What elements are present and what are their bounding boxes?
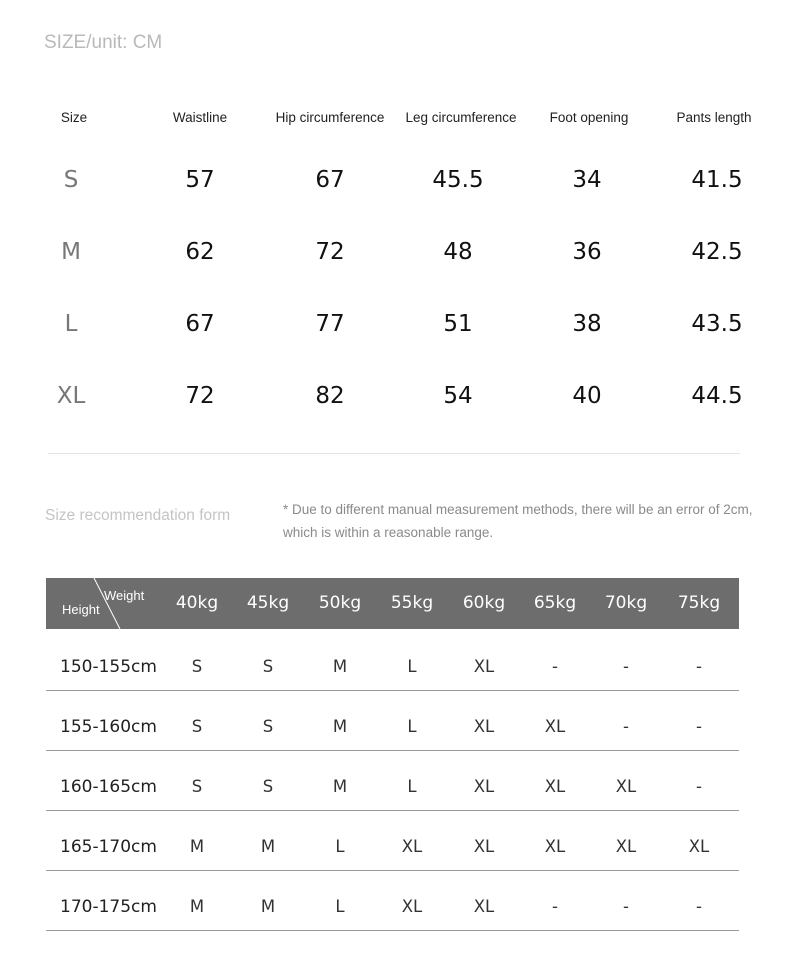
recommendation-row: [46, 750, 739, 811]
recommended-size: XL: [401, 837, 423, 856]
size-cell: 45.5: [432, 167, 484, 193]
recommended-size: M: [260, 837, 276, 856]
size-cell: 51: [443, 311, 473, 337]
unit-title: SIZE/unit: CM: [44, 32, 163, 53]
size-cell: 36: [572, 239, 602, 265]
weight-header: 65kg: [533, 593, 577, 613]
recommended-size: S: [262, 777, 274, 796]
size-row-m: [0, 237, 790, 267]
size-cell: S: [63, 167, 79, 193]
height-range: 170-175cm: [60, 897, 157, 917]
recommended-size: XL: [401, 897, 423, 916]
recommended-size: M: [189, 837, 205, 856]
recommended-size: -: [696, 657, 702, 676]
recommended-size: XL: [473, 717, 495, 736]
recommendation-row: [46, 630, 739, 691]
measurement-note: * Due to different manual measurement methods, there will be an error of 2cm, which is within a reasonable range.: [283, 502, 753, 540]
recommended-size: -: [623, 897, 629, 916]
recommended-size: M: [332, 657, 348, 676]
size-cell: 42.5: [691, 239, 743, 265]
recommended-size: S: [262, 717, 274, 736]
recommended-size: S: [191, 777, 203, 796]
weight-header: 50kg: [318, 593, 362, 613]
recommendation-header: [46, 578, 739, 629]
size-cell: 43.5: [691, 311, 743, 337]
weight-header: 70kg: [604, 593, 648, 613]
size-cell: 34: [572, 167, 602, 193]
header-foot-opening: Foot opening: [549, 110, 629, 125]
recommended-size: L: [407, 717, 417, 736]
recommended-size: M: [332, 717, 348, 736]
recommended-size: XL: [688, 837, 710, 856]
size-cell: 82: [315, 383, 345, 409]
height-range: 155-160cm: [60, 717, 157, 737]
header-leg: Leg circumference: [405, 110, 517, 125]
recommendation-row: [46, 810, 739, 871]
recommended-size: S: [191, 717, 203, 736]
section-divider: [48, 453, 740, 454]
recommendation-title: Size recommendation form: [45, 507, 231, 524]
size-cell: 41.5: [691, 167, 743, 193]
size-cell: 67: [315, 167, 345, 193]
recommended-size: XL: [544, 777, 566, 796]
header-size: Size: [60, 110, 88, 125]
size-cell: 67: [185, 311, 215, 337]
size-cell: 44.5: [691, 383, 743, 409]
size-cell: 72: [315, 239, 345, 265]
size-cell: 57: [185, 167, 215, 193]
recommendation-row: [46, 690, 739, 751]
recommended-size: -: [696, 897, 702, 916]
weight-header: 75kg: [677, 593, 721, 613]
recommended-size: -: [696, 717, 702, 736]
recommended-size: M: [332, 777, 348, 796]
recommendation-row: [46, 870, 739, 931]
recommended-size: -: [623, 717, 629, 736]
recommended-size: M: [260, 897, 276, 916]
recommended-size: L: [407, 777, 417, 796]
size-chart-header: [0, 104, 790, 134]
recommended-size: -: [552, 657, 558, 676]
recommended-size: XL: [473, 657, 495, 676]
header-pants-length: Pants length: [676, 110, 752, 125]
recommended-size: -: [696, 777, 702, 796]
size-cell: 62: [185, 239, 215, 265]
size-cell: 77: [315, 311, 345, 337]
size-row-l: [0, 309, 790, 339]
recommended-size: XL: [473, 837, 495, 856]
height-range: 150-155cm: [60, 657, 157, 677]
weight-header: 45kg: [246, 593, 290, 613]
size-cell: 38: [572, 311, 602, 337]
recommended-size: M: [189, 897, 205, 916]
corner-weight-label: Weight: [104, 588, 145, 603]
size-cell: M: [61, 239, 81, 265]
recommended-size: L: [335, 837, 345, 856]
size-cell: L: [64, 311, 78, 337]
recommended-size: XL: [615, 837, 637, 856]
recommended-size: -: [623, 657, 629, 676]
recommended-size: XL: [544, 717, 566, 736]
recommended-size: XL: [544, 837, 566, 856]
header-hip: Hip circumference: [275, 110, 385, 125]
corner-height-label: Height: [62, 602, 100, 617]
size-cell: 40: [572, 383, 602, 409]
recommended-size: XL: [473, 897, 495, 916]
height-range: 160-165cm: [60, 777, 157, 797]
recommended-size: S: [191, 657, 203, 676]
recommended-size: S: [262, 657, 274, 676]
size-cell: 48: [443, 239, 473, 265]
recommended-size: XL: [473, 777, 495, 796]
recommended-size: L: [407, 657, 417, 676]
recommended-size: XL: [615, 777, 637, 796]
size-cell: 72: [185, 383, 215, 409]
recommended-size: -: [552, 897, 558, 916]
weight-header: 55kg: [390, 593, 434, 613]
size-cell: XL: [56, 383, 86, 409]
size-row-xl: [0, 381, 790, 411]
height-range: 165-170cm: [60, 837, 157, 857]
size-row-s: [0, 165, 790, 195]
header-waistline: Waistline: [172, 110, 228, 125]
weight-header: 60kg: [462, 593, 506, 613]
size-cell: 54: [443, 383, 473, 409]
weight-header: 40kg: [175, 593, 219, 613]
recommended-size: L: [335, 897, 345, 916]
